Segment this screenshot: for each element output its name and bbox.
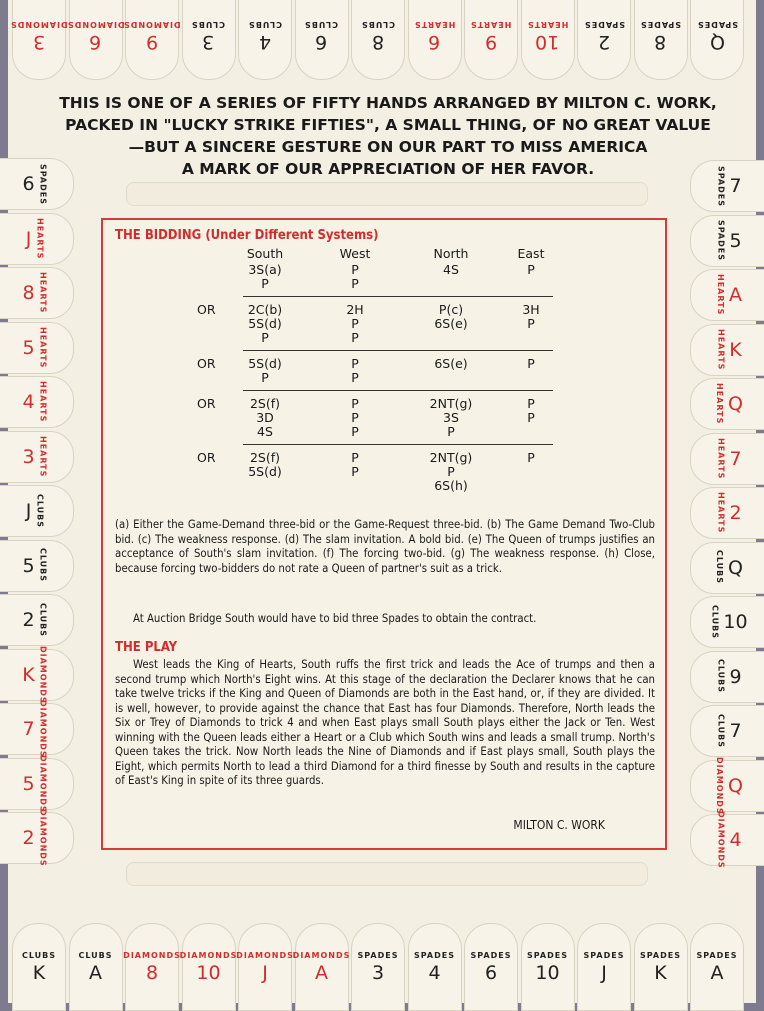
bid-west: P	[351, 356, 359, 371]
card-tab-j-spades	[577, 923, 631, 1011]
auction-note: At Auction Bridge South would have to bid three Spades to obtain the contract.	[133, 612, 537, 625]
card-tab-9-hearts	[464, 0, 518, 80]
card-suit: CLUBS	[716, 659, 726, 694]
play-title: THE PLAY	[115, 640, 178, 655]
card-rank: 4	[729, 829, 742, 851]
card-suit: SPADES	[414, 950, 455, 960]
card-suit: SPADES	[357, 950, 399, 960]
card-tab-9-clubs	[690, 651, 764, 703]
card-suit: DIAMONDS	[716, 811, 726, 869]
card-suit: DIAMONDS	[38, 809, 48, 867]
bid-west: P	[351, 396, 359, 411]
card-suit: CLUBS	[38, 602, 48, 638]
card-suit: SPADES	[696, 19, 738, 29]
bid-east: P	[527, 356, 535, 371]
card-tab-9-diamonds	[125, 0, 179, 80]
card-tab-5-spades	[690, 215, 764, 267]
card-tab-j-clubs	[0, 485, 74, 537]
card-tab-10-hearts	[521, 0, 575, 80]
card-tab-7-hearts	[690, 433, 764, 485]
card-tab-2-spades	[577, 0, 631, 80]
card-suit: DIAMONDS	[715, 756, 725, 815]
bid-south: 2C(b)	[247, 302, 283, 317]
header-line-4: A MARK OF OUR APPRECIATION OF HER FAVOR.	[181, 160, 595, 178]
card-suit: CLUBS	[21, 950, 57, 960]
card-rank: 6	[89, 30, 102, 53]
card-tab-6-spades	[464, 923, 518, 1011]
column-header-north: North	[433, 246, 469, 261]
bidding-play-box	[101, 218, 667, 850]
card-rank: 5	[22, 772, 35, 795]
card-tab-3-diamonds	[12, 0, 66, 80]
card-suit: CLUBS	[716, 713, 726, 749]
card-suit: HEARTS	[38, 272, 48, 314]
card-suit: HEARTS	[38, 435, 48, 478]
bid-north: 3S	[443, 410, 459, 425]
card-rank: J	[25, 227, 32, 250]
card-suit: DIAMONDS	[123, 19, 181, 29]
card-tab-8-clubs	[351, 0, 405, 80]
card-tab-k-clubs	[12, 923, 66, 1011]
card-suit: HEARTS	[715, 383, 725, 425]
card-rank: 10	[535, 961, 560, 984]
card-rank: J	[25, 500, 32, 522]
card-rank: 4	[258, 30, 272, 53]
card-suit: HEARTS	[716, 437, 726, 480]
bid-south: P	[261, 330, 269, 345]
card-tab-8-diamonds	[125, 923, 179, 1011]
card-tab-k-hearts	[690, 324, 764, 376]
card-suit: SPADES	[583, 950, 625, 960]
bid-south: 5S(d)	[248, 356, 282, 371]
bid-south: 2S(f)	[249, 450, 281, 465]
bid-south: 2S(f)	[249, 396, 281, 411]
card-tab-q-hearts	[690, 378, 764, 430]
bid-west: P	[351, 262, 359, 277]
card-rank: J	[601, 961, 607, 984]
bid-east: P	[527, 262, 535, 277]
bid-north: P	[447, 464, 455, 479]
bid-east: P	[527, 316, 535, 331]
bid-east: 3H	[522, 302, 540, 317]
bid-west: P	[351, 330, 359, 345]
card-tab-3-spades	[351, 923, 405, 1011]
embossed-strip-top	[126, 182, 648, 206]
bid-north: 2NT(g)	[429, 396, 473, 411]
card-tab-a-diamonds	[292, 923, 351, 1011]
bid-west: P	[351, 276, 359, 291]
card-suit: CLUBS	[304, 19, 339, 29]
card-suit: CLUBS	[715, 550, 725, 585]
card-suit: DIAMONDS	[123, 950, 181, 960]
card-rank: 2	[22, 827, 35, 849]
or-label: OR	[197, 396, 216, 411]
card-rank: 10	[196, 961, 221, 984]
card-rank: 3	[32, 30, 46, 53]
column-header-south: South	[246, 246, 284, 261]
card-suit: HEARTS	[470, 19, 512, 29]
card-rank: 6	[22, 173, 35, 195]
card-suit: DIAMONDS	[38, 754, 48, 813]
card-tab-q-spades	[690, 0, 744, 80]
card-tab-q-diamonds	[690, 756, 764, 815]
card-rank: K	[32, 961, 46, 984]
card-tab-8-spades	[634, 0, 688, 80]
card-tab-3-hearts	[0, 431, 74, 483]
card-rank: 7	[729, 175, 742, 197]
bridge-hand-card	[8, 0, 756, 1003]
card-rank: 2	[729, 502, 742, 524]
card-rank: A	[89, 961, 102, 984]
card-tab-a-hearts	[690, 269, 764, 321]
card-rank: Q	[709, 30, 725, 53]
card-rank: 8	[654, 30, 667, 53]
card-tab-5-hearts	[0, 322, 74, 374]
card-suit: CLUBS	[247, 19, 283, 29]
card-suit: DIAMONDS	[292, 950, 351, 960]
card-suit: SPADES	[716, 220, 726, 261]
card-rank: 8	[22, 282, 35, 304]
bid-west: P	[351, 424, 359, 439]
card-suit: SPADES	[696, 950, 738, 960]
bid-east: P	[527, 450, 535, 465]
card-rank: 2	[22, 609, 35, 631]
card-tab-10-diamonds	[179, 923, 238, 1011]
card-rank: 7	[729, 720, 742, 742]
card-tab-6-diamonds	[66, 0, 125, 80]
bid-east: P	[527, 396, 535, 411]
bid-north: 6S(h)	[434, 478, 468, 493]
card-rank: 4	[428, 961, 441, 984]
card-tab-2-diamonds	[0, 809, 74, 867]
bid-north: P	[447, 424, 455, 439]
bid-north: 6S(e)	[434, 316, 468, 331]
card-suit: HEARTS	[38, 326, 48, 369]
card-suit: HEARTS	[716, 328, 726, 371]
bidding-title: THE BIDDING (Under Different Systems)	[115, 228, 379, 243]
card-tab-4-diamonds	[690, 811, 764, 869]
play-text: West leads the King of Hearts, South ruffs the first trick and leads the Ace of trumps and then a second trump which North's Eight wins. At this stage of the declaration the Declarer knows that he can take twelve tricks if the King and Queen of Diamonds are both in the East hand, or, if they are divided. It is well, however, to provide against the chance that East has four Diamonds. Therefore, North leads the Six or Trey of Diamonds to trick 4 and when East plays small South plays either the Jack or Ten. West winning with the Queen leads either a Heart or a Club which South wins and leads a small trump. North's Queen takes the trick. Now North leads the Nine of Diamonds and if East plays small, South plays the Eight, which permits North to lead a third Diamond for a third finesse by South and results in the capture of East's King in spite of its three guards.	[115, 658, 655, 787]
bid-north: 4S	[443, 262, 459, 277]
card-suit: HEARTS	[38, 381, 48, 423]
card-suit: HEARTS	[413, 19, 456, 29]
or-label: OR	[197, 356, 216, 371]
card-rank: 8	[371, 30, 385, 53]
card-rank: 5	[729, 229, 742, 252]
bid-south: P	[261, 370, 269, 385]
card-suit: SPADES	[470, 950, 512, 960]
card-rank: 8	[145, 961, 159, 984]
card-tab-j-diamonds	[238, 923, 292, 1011]
bid-north: 2NT(g)	[429, 450, 473, 465]
card-tab-2-clubs	[0, 594, 74, 646]
card-tab-a-spades	[690, 923, 744, 1011]
card-rank: 6	[484, 961, 498, 984]
bid-west: P	[351, 316, 359, 331]
column-header-west: West	[339, 246, 371, 261]
embossed-strip-bottom	[126, 862, 648, 886]
card-suit: CLUBS	[710, 604, 720, 640]
card-suit: HEARTS	[526, 19, 569, 29]
card-tab-4-hearts	[0, 376, 74, 428]
header-line-2: PACKED IN "LUCKY STRIKE FIFTIES", A SMALL THING, OF NO GREAT VALUE	[65, 116, 711, 134]
card-rank: 4	[22, 391, 35, 413]
or-label: OR	[197, 450, 216, 465]
card-tab-4-spades	[408, 923, 462, 1011]
bid-south: 3D	[256, 410, 274, 425]
bid-north: 6S(e)	[434, 356, 468, 371]
card-suit: HEARTS	[35, 217, 45, 260]
card-suit: CLUBS	[38, 548, 48, 583]
bid-west: P	[351, 410, 359, 425]
card-rank: J	[262, 961, 268, 984]
card-rank: 5	[22, 336, 35, 359]
column-header-east: East	[517, 246, 545, 261]
card-rank: 9	[729, 665, 742, 688]
card-suit: DIAMONDS	[10, 19, 68, 29]
card-suit: CLUBS	[35, 493, 45, 529]
card-tab-10-spades	[521, 923, 575, 1011]
bid-west: P	[351, 464, 359, 479]
card-suit: SPADES	[583, 19, 625, 29]
card-suit: SPADES	[640, 950, 681, 960]
card-rank: A	[729, 284, 742, 306]
card-tab-k-diamonds	[0, 645, 74, 704]
bid-west: 2H	[346, 302, 364, 317]
card-suit: SPADES	[527, 950, 568, 960]
bid-south: 4S	[257, 424, 273, 439]
card-rank: K	[22, 663, 35, 686]
card-tab-5-clubs	[0, 540, 74, 592]
card-suit: CLUBS	[360, 19, 396, 29]
card-rank: 3	[202, 30, 215, 53]
card-suit: CLUBS	[191, 19, 226, 29]
card-rank: Q	[728, 393, 743, 415]
card-tab-6-clubs	[295, 0, 349, 80]
card-tab-k-spades	[634, 923, 688, 1011]
group-divider	[243, 296, 553, 297]
bid-south: 5S(d)	[248, 464, 282, 479]
card-suit: DIAMONDS	[66, 19, 125, 29]
bid-north: P(c)	[438, 302, 464, 317]
card-suit: SPADES	[716, 165, 726, 207]
group-divider	[243, 444, 553, 445]
header-text	[30, 92, 746, 180]
card-tab-5-diamonds	[0, 754, 74, 813]
card-tab-q-clubs	[690, 542, 764, 594]
bid-south: 5S(d)	[248, 316, 282, 331]
bid-west: P	[351, 370, 359, 385]
card-suit: DIAMONDS	[236, 950, 294, 960]
card-rank: A	[315, 961, 328, 984]
card-rank: 6	[315, 30, 328, 53]
card-rank: A	[710, 961, 724, 984]
or-label: OR	[197, 302, 216, 317]
card-rank: Q	[728, 774, 743, 797]
card-suit: DIAMONDS	[38, 645, 48, 704]
bid-south: 3S(a)	[248, 262, 282, 277]
card-suit: SPADES	[38, 163, 48, 205]
card-rank: 7	[22, 718, 35, 740]
card-tab-7-clubs	[690, 705, 764, 757]
card-suit: DIAMONDS	[179, 950, 238, 960]
card-tab-4-clubs	[238, 0, 292, 80]
card-suit: HEARTS	[716, 274, 725, 316]
card-tab-3-clubs	[182, 0, 236, 80]
group-divider	[243, 390, 553, 391]
card-tab-j-hearts	[0, 213, 74, 265]
signature: MILTON C. WORK	[513, 818, 605, 832]
bid-south: P	[261, 276, 269, 291]
card-rank: 9	[484, 30, 498, 53]
group-divider	[243, 350, 553, 351]
card-rank: 9	[145, 30, 159, 53]
bid-west: P	[351, 450, 359, 465]
bidding-notes: (a) Either the Game-Demand three-bid or the Game-Request three-bid. (b) The Game Demand Two-Club bid. (c) The weakness response. (d) The slam invitation. A bold bid. (e) The Queen of trumps justifies an acceptance of South's slam invitation. (f) The forcing two-bid. (g) The weakness response. (h) Close, because forcing two-bidders do not rate a Queen of partner's suit as a trick.	[115, 518, 655, 575]
card-rank: K	[729, 338, 742, 361]
header-line-1: THIS IS ONE OF A SERIES OF FIFTY HANDS ARRANGED BY MILTON C. WORK,	[59, 94, 717, 112]
card-rank: 7	[729, 447, 742, 470]
card-suit: CLUBS	[78, 950, 113, 960]
card-tab-7-diamonds	[0, 700, 74, 758]
header-line-3: —BUT A SINCERE GESTURE ON OUR PART TO MISS AMERICA	[128, 138, 648, 156]
card-suit: SPADES	[640, 19, 681, 29]
card-rank: K	[654, 961, 667, 984]
card-rank: 5	[22, 554, 35, 577]
card-tab-2-hearts	[690, 487, 764, 539]
card-tab-8-hearts	[0, 267, 74, 319]
card-rank: 3	[371, 961, 385, 984]
card-rank: 6	[428, 30, 441, 53]
card-rank: 2	[597, 30, 611, 53]
card-rank: 10	[535, 30, 560, 53]
bid-east: P	[527, 410, 535, 425]
card-suit: DIAMONDS	[38, 700, 48, 758]
card-tab-a-clubs	[69, 923, 123, 1011]
card-tab-10-clubs	[690, 596, 764, 648]
card-tab-6-hearts	[408, 0, 462, 80]
card-suit: HEARTS	[716, 492, 726, 534]
card-rank: 3	[22, 445, 35, 468]
card-rank: 10	[723, 611, 748, 633]
card-rank: Q	[728, 556, 743, 579]
